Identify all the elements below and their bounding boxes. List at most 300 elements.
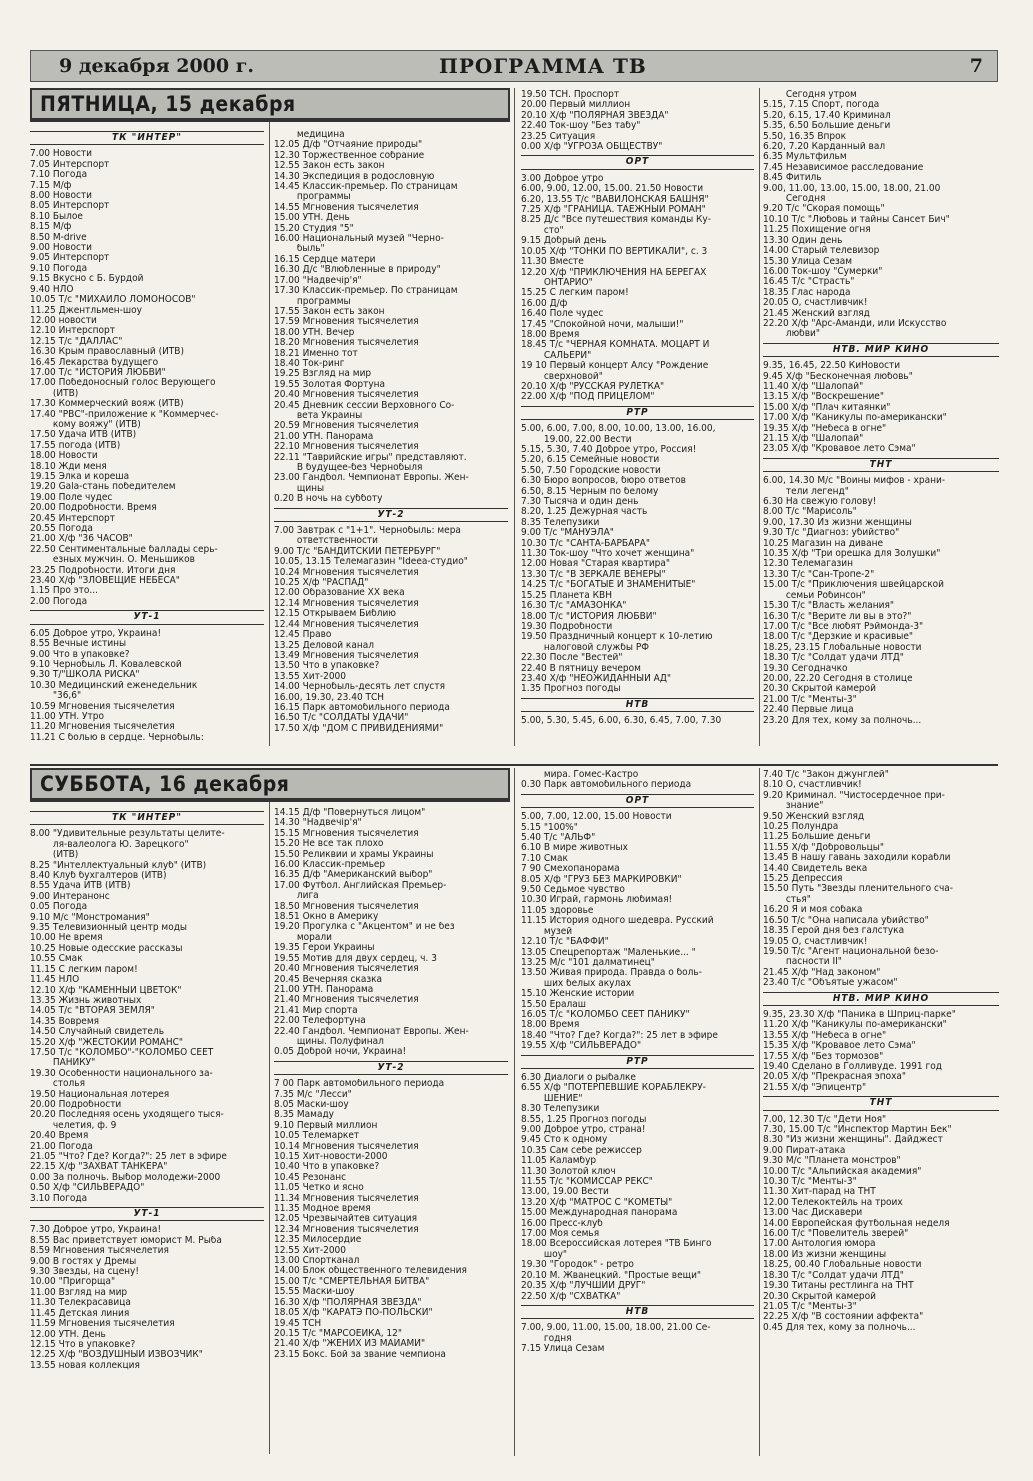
program-listing: 0.45 Для тех, кому за полночь... (763, 1322, 916, 1333)
program-listing: 3.00 Доброе утро (521, 173, 604, 184)
program-listing: 10.05 Х/ф "ТОНКИ ПО ВЕРТИКАЛИ", с. 3 (521, 246, 708, 257)
program-listing: Сегодня утром (763, 90, 857, 100)
program-listing: 5.20, 6.15 Семейные новости (521, 455, 660, 466)
program-listing: 9.10 М/с "Монстромания" (30, 912, 150, 923)
schedule-column-saturday-3 (521, 770, 754, 1460)
program-listing: 8.45 Фитиль (763, 173, 822, 184)
schedule-column-friday-2 (274, 130, 508, 748)
program-listing: 15.50 Путь "Звезды пленительного сча- (763, 884, 954, 895)
program-listing: 15.55 Маски-шоу (274, 1287, 355, 1298)
program-listing: 14.25 Т/с "БОГАТЫЕ И ЗНАМЕНИТЫЕ" (521, 580, 696, 591)
program-listing: 15.00 Т/с "Приключения швейцарской (763, 580, 944, 591)
program-listing: 14.55 Мгновения тысячелетия (274, 202, 419, 213)
program-listing: 8.25 Д/с "Все путешествия команды Ку- (521, 215, 712, 226)
program-listing: 12.00 новости (30, 315, 97, 326)
program-listing: 19.05 О, счастливчик! (763, 936, 868, 947)
program-listing: знание" (763, 801, 824, 812)
program-listing: 20.10 Х/ф "ПОЛЯРНАЯ ЗВЕЗДА" (521, 110, 669, 121)
program-listing: шоу" (521, 1249, 568, 1260)
program-listing: 21.45 Х/ф "Над законом" (763, 967, 881, 978)
issue-date: 9 декабря 2000 г. (59, 55, 254, 77)
program-listing: 12.15 Открываем Библию (274, 609, 396, 620)
channel-heading: УТ-2 (274, 1061, 508, 1075)
program-listing: 10.00 Не время (30, 933, 103, 944)
program-listing: 7.45 Независимое расследование (763, 162, 924, 173)
channel-heading: НТВ (521, 698, 754, 712)
program-listing: 19.00 Поле чудес (30, 492, 113, 503)
program-listing: 21.05 Т/с "Менты-3" (763, 1301, 857, 1312)
program-listing: 16.30 Д/с "Влюбленные в природу" (274, 265, 441, 276)
program-listing: 15.25 С легким паром! (521, 288, 629, 299)
program-listing: 12.00 Образование ХХ века (274, 588, 405, 599)
program-listing: 7.35 М/с "Лесси" (274, 1089, 352, 1100)
program-listing: 12.34 Мгновения тысячелетия (274, 1224, 419, 1235)
program-listing: 21.00 Х/ф "36 ЧАСОВ" (30, 534, 133, 545)
program-listing: 8.55 Удача ИТВ (ИТВ) (30, 881, 131, 892)
program-listing: 21.40 Х/ф "ЖЕНИХ ИЗ МАЙАМИ" (274, 1339, 426, 1350)
program-listing: 5.40 Т/с "АЛЬФ" (521, 833, 596, 844)
program-listing: 20.00 Подробности. Время (30, 503, 157, 514)
program-listing: 12.35 Милосердие (274, 1235, 362, 1246)
program-listing: 21.55 Х/ф "Эпицентр" (763, 1082, 867, 1093)
channel-heading: НТВ (521, 1305, 754, 1319)
program-listing: быль" (274, 244, 325, 255)
page-header (30, 50, 998, 82)
program-listing: 19.35 Герои Украины (274, 943, 375, 954)
program-listing: 0.05 Доброй ночи, Украина! (274, 1047, 407, 1058)
program-listing: 16.45 Т/с "Страсть" (763, 277, 855, 288)
program-listing: 11.45 Детская линия (30, 1308, 130, 1319)
program-listing: 14.05 Т/с "ВТОРАЯ ЗЕМЛЯ" (30, 1006, 155, 1017)
program-listing: 16.40 Поле чудес (521, 309, 604, 320)
program-listing: 18.05 Х/ф "КАРАТЭ ПО-ПОЛЬСКИ" (274, 1308, 433, 1319)
program-listing: 12.30 Торжественное собрание (274, 150, 425, 161)
program-listing: 0.30 Парк автомобильного периода (521, 780, 692, 791)
program-listing: мира. Гомес-Кастро (521, 770, 639, 780)
program-listing: 9.30 М/с "Планета монстров" (763, 1156, 901, 1167)
program-listing: 8.20, 1.25 Дежурная часть (521, 507, 648, 518)
program-listing: 7.10 Смак (521, 853, 568, 864)
column-divider (269, 802, 270, 1454)
program-listing: 9.15 Добрый день (521, 236, 607, 247)
program-listing: 11.55 Х/ф "Добровольцы" (763, 842, 885, 853)
program-listing: 20.05 Х/ф "Прекрасная эпоха" (763, 1072, 907, 1083)
program-listing: 12.00 УТН. День (30, 1329, 106, 1340)
program-listing: 6.20, 13.55 Т/с "ВАВИЛОНСКАЯ БАШНЯ" (521, 194, 709, 205)
program-listing: 14.00 Чернобыль-десять лет спустя (274, 682, 446, 693)
program-listing: 19.50 ТСН. Проспорт (521, 90, 620, 100)
program-listing: 9.30 Звезды, на сцену! (30, 1267, 139, 1278)
program-listing: 22.00 Х/ф "ПОД ПРИЦЕЛОМ" (521, 392, 655, 403)
program-listing: 15.50 Реликвии и храмы Украины (274, 849, 434, 860)
program-listing: лига (274, 891, 319, 902)
program-listing: 19.50 Праздничный концерт к 10-летию (521, 632, 713, 643)
program-listing: стья" (763, 894, 811, 905)
program-listing: 15.20 Не все так плохо (274, 839, 384, 850)
program-listing: 9.00 В гостях у Дремы (30, 1256, 137, 1267)
program-listing: 14.15 Д/ф "Повернуться лицом" (274, 808, 426, 818)
program-listing: 20.30 Скрытой камерой (763, 1291, 876, 1302)
program-listing: 18.00 УТН. Вечер (274, 327, 355, 338)
program-listing: 9.00, 11.00, 13.00, 15.00, 18.00, 21.00 (763, 183, 941, 194)
program-listing: 12.10 Интерспорт (30, 326, 115, 337)
program-listing: 15.20 Студия "5" (274, 223, 354, 234)
program-listing: 9.45 Сто к одному (521, 1135, 608, 1146)
program-listing: 12.55 Хит-2000 (274, 1245, 346, 1256)
program-listing: 21.00 УТН. Панорама (274, 431, 374, 442)
program-listing: 2.00 Погода (30, 596, 88, 607)
program-listing: 19.20 Gala-стань победителем (30, 482, 176, 493)
program-listing: 18.00 Новости (30, 451, 98, 462)
program-listing: 15.50 Ералаш (521, 999, 587, 1010)
program-listing: 22.20 Х/ф "Арс-Аманди, или Искусство (763, 318, 947, 329)
channel-heading: УТ-1 (30, 1207, 264, 1221)
program-listing: 12.05 Д/ф "Отчаяние природы" (274, 140, 423, 151)
program-listing: 10.40 Что в упаковке? (274, 1162, 380, 1173)
program-listing: 18.40 "Что? Где? Когда?": 25 лет в эфире (521, 1030, 718, 1041)
column-divider (759, 88, 760, 746)
program-listing: 16.00 Ток-шоу "Сумерки" (763, 266, 883, 277)
program-listing: 5.15, 5.30, 7.40 Доброе утро, Россия! (521, 445, 697, 455)
program-listing: 10.25 Полундра (763, 822, 839, 833)
channel-heading: УТ-2 (274, 508, 508, 522)
program-listing: 5.20, 6.15, 17.40 Криминал (763, 110, 891, 121)
program-listing: 16.30 Х/ф "ПОЛЯРНАЯ ЗВЕЗДА" (274, 1297, 422, 1308)
program-listing: 20.05 О, счастливчик! (763, 298, 868, 309)
column-divider (514, 88, 515, 746)
program-listing: 20.40 Мгновения тысячелетия (274, 390, 419, 401)
program-listing: 14.30 Экспедиция в родословную (274, 171, 435, 182)
program-listing: 15.00 Т/с "СМЕРТЕЛЬНАЯ БИТВА" (274, 1276, 430, 1287)
program-listing: 8.55 Вечные истины (30, 639, 127, 650)
program-listing: 7 90 Смехопанорама (521, 864, 620, 875)
program-listing: 3.10 Погода (30, 1193, 88, 1204)
channel-heading: РТР (521, 1055, 754, 1069)
program-listing: 9.10 Первый миллион (274, 1120, 378, 1131)
program-listing: 16.30 Крым православный (ИТВ) (30, 347, 184, 358)
program-listing: 13.30 Т/с "В ЗЕРКАЛЕ ВЕНЕРЫ" (521, 569, 666, 580)
channel-heading: УТ-1 (30, 610, 264, 624)
program-listing: 12.15 Т/с "ДАЛЛАС" (30, 336, 123, 347)
program-listing: 13.25 М/с "101 далматинец" (521, 957, 655, 968)
program-listing: 9.50 Женский взгляд (763, 811, 865, 822)
program-listing: 6.35 Мультфильм (763, 152, 847, 163)
section-rule (30, 764, 998, 766)
program-listing: 9.45 Х/ф "Бесконечная любовь" (763, 371, 913, 382)
program-listing: 17.55 погода (ИТВ) (30, 440, 121, 451)
program-listing: программы (274, 296, 351, 307)
program-listing: 6.00, 14.30 М/с "Воины мифов - храни- (763, 476, 946, 487)
program-listing: 19.20 Прогулка с "Акцентом" и не без (274, 922, 455, 933)
program-listing: 16.05 Т/с "КОЛОМБО СЕЕТ ПАНИКУ" (521, 1009, 690, 1020)
program-listing: 18.00 Время (521, 1020, 580, 1031)
program-listing: ля-валеолога Ю. Зарецкого" (30, 839, 189, 850)
program-listing: 9.00 Пират-атака (763, 1145, 846, 1156)
program-listing: 6.30 Диалоги о рыбалке (521, 1072, 636, 1083)
program-listing: 19.40 Сделано в Голливуде. 1991 год (763, 1061, 942, 1072)
program-listing: 8.55, 1.25 Прогноз погоды (521, 1114, 647, 1125)
program-listing: 17.00 Т/с "Все любят Рэймонда-3" (763, 621, 924, 632)
program-listing: 20.40 Мгновения тысячелетия (274, 964, 419, 975)
program-listing: 8.35 Мамаду (274, 1110, 334, 1121)
program-listing: 18.10 Жди меня (30, 461, 107, 472)
program-listing: 8.59 Мгновения тысячелетия (30, 1246, 169, 1257)
program-listing: 20.10 М. Жванецкий. "Простые вещи" (521, 1270, 702, 1281)
program-listing: 12.10 Х/ф "КАМЕННЫЙ ЦВЕТОК" (30, 985, 182, 996)
program-listing: 8.00 Т/с "Марисоль" (763, 507, 857, 518)
program-listing: 0.00 За полночь. Выбор молодежи-2000 (30, 1172, 221, 1183)
program-listing: 18.20 Мгновения тысячелетия (274, 338, 419, 349)
schedule-column-saturday-4 (763, 770, 999, 1460)
program-listing: 13.30 Один день (763, 235, 843, 246)
program-listing: 6.50, 8.15 Черным по белому (521, 486, 659, 497)
program-listing: 8.10 О, счастливчик! (763, 780, 862, 791)
column-divider (759, 768, 760, 1456)
program-listing: 13.25 Деловой канал (274, 640, 375, 651)
program-listing: В будущее-без Чернобыля (274, 463, 423, 473)
program-listing: 17.45 "Спокойной ночи, малыши!" (521, 319, 684, 330)
program-listing: 20.45 Интерспорт (30, 513, 115, 524)
program-listing: 23.20 Для тех, кому за полночь... (763, 715, 922, 726)
program-listing: 23.00 Гандбол. Чемпионат Европы. Жен- (274, 473, 469, 484)
program-listing: 20.55 Погода (30, 524, 93, 535)
program-listing: 22.50 Сентиментальные баллады серь- (30, 544, 218, 555)
program-listing: 20.10 Х/ф "РУССКАЯ РУЛЕТКА" (521, 381, 665, 392)
program-listing: 14.45 Классик-премьер. По страницам (274, 182, 458, 193)
program-listing: 11.59 Мгновения тысячелетия (30, 1319, 175, 1330)
program-listing: 8.00 "Удивительные результаты целите- (30, 829, 225, 840)
program-listing: 10.05 Т/с "МИХАЙЛО ЛОМОНОСОВ" (30, 295, 196, 306)
program-listing: 8.05 Интерспорт (30, 201, 110, 212)
program-listing: 23.15 Бокс. Бой за звание чемпиона (274, 1349, 446, 1360)
program-listing: 6.10 В мире животных (521, 843, 628, 854)
program-listing: 9.35 Телевизионный центр моды (30, 923, 188, 934)
program-listing: 5.00, 6.00, 7.00, 8.00, 10.00, 13.00, 16.00, (521, 424, 716, 435)
program-listing: 18.25, 23.15 Глобальные новости (763, 642, 922, 653)
program-listing: 17.59 Мгновения тысячелетия (274, 317, 419, 328)
program-listing: 7.25 Х/ф "ГРАНИЦА. ТАЕЖНЫЙ РОМАН" (521, 205, 706, 216)
program-listing: 18.35 Глас народа (763, 287, 851, 298)
channel-heading: ТК "ИНТЕР" (30, 131, 264, 145)
program-listing: 0.20 В ночь на субботу (274, 494, 383, 505)
program-listing: 17.00 Т/с "ИСТОРИЯ ЛЮБВИ" (30, 367, 166, 378)
program-listing: пасности II" (763, 957, 842, 968)
program-listing: 11.20 Х/ф "Каникулы по-американски" (763, 1020, 947, 1031)
program-listing: 5.00, 5.30, 5.45, 6.00, 6.30, 6.45, 7.00, 7.30 (521, 716, 722, 727)
program-listing: 15.00 УТН. День (274, 213, 350, 224)
program-listing: 20.15 Т/с "МАРСОЕЙКА, 12" (274, 1328, 403, 1339)
program-listing: 8.25 "Интеллектуальный клуб" (ИТВ) (30, 860, 207, 871)
program-listing: 20.30 Скрытой камерой (763, 684, 876, 695)
program-listing: 9.05 Интерспорт (30, 253, 110, 264)
program-listing: 12.10 Т/с "БАФФИ" (521, 937, 609, 948)
program-listing: 11.25 Большие деньги (763, 832, 871, 843)
program-listing: 17.30 Классик-премьер. По страницам (274, 286, 458, 297)
program-listing: 10.14 Мгновения тысячелетия (274, 1141, 419, 1152)
program-listing: 19.00, 22.00 Вести (521, 434, 632, 445)
program-listing: 11.25 Джентльмен-шоу (30, 305, 142, 316)
program-listing: налоговой службы РФ (521, 642, 650, 653)
program-listing: морали (274, 932, 332, 943)
program-listing: 14.35 Вовремя (30, 1016, 100, 1027)
program-listing: кому вояжу" (ИТВ) (30, 419, 141, 430)
program-listing: 10.05 Телемаркет (274, 1131, 360, 1142)
program-listing: 13.49 Мгновения тысячелетия (274, 650, 419, 661)
program-listing: 1.35 Прогноз погоды (521, 684, 621, 695)
schedule-column-saturday-1 (30, 808, 264, 1458)
program-listing: 20.59 Мгновения тысячелетия (274, 421, 419, 432)
program-listing: 17.50 Удача ИТВ (ИТВ) (30, 430, 137, 441)
channel-heading: НТВ. МИР КИНО (763, 992, 999, 1006)
program-listing: 11.05 Четко и ясно (274, 1183, 364, 1194)
program-listing: 10.10 Т/с "Любовь и тайны Сансет Бич" (763, 214, 950, 225)
program-listing: 8.35 Телепузики (521, 517, 600, 528)
program-listing: 11.30 Золотой ключ (521, 1166, 616, 1177)
program-listing: 17.50 Т/с "КОЛОМБО"-"КОЛОМБО СЕЕТ (30, 1047, 214, 1058)
program-listing: 9.00 Доброе утро, страна! (521, 1125, 646, 1135)
program-listing: 16.30 Т/с "Верите ли вы в это?" (763, 611, 912, 622)
program-listing: 23.40 Х/ф "НЕОЖИДАННЫЙ АД" (521, 673, 671, 684)
program-listing: 8.05 Маски-шоу (274, 1099, 349, 1110)
program-listing: 15.15 Мгновения тысячелетия (274, 828, 419, 839)
channel-heading: ТНТ (763, 1096, 999, 1110)
program-listing: 1.15 Про это... (30, 586, 98, 597)
program-listing: 9.00 Что в упаковке? (30, 649, 130, 660)
program-listing: 10.35 Х/ф "Три орешка для Золушки" (763, 549, 941, 560)
program-listing: 20.35 Х/ф "ЛУЧШИЙ ДРУГ" (521, 1281, 646, 1292)
program-listing: 15.10 Женские истории (521, 989, 635, 1000)
program-listing: 5.00, 7.00, 12.00, 15.00 Новости (521, 812, 672, 823)
program-listing: столья (30, 1079, 86, 1090)
program-listing: 22.30 После "Вестей" (521, 653, 623, 664)
program-listing: (ИТВ) (30, 850, 79, 861)
program-listing: 7.00, 12.30 Т/с "Дети Ноя" (763, 1114, 887, 1125)
program-listing: 16.00 Д/ф (521, 298, 568, 309)
program-listing: 13.05 Спецрепортаж "Маленькие... " (521, 947, 696, 958)
program-listing: 12.45 Право (274, 630, 332, 641)
program-listing: 10.30 Т/с "САНТА-БАРБАРА" (521, 538, 650, 549)
program-listing: 9.40 НЛО (30, 284, 74, 295)
program-listing: 7.30 Тысяча и один день (521, 497, 639, 508)
program-listing: медицина (274, 130, 345, 140)
program-listing: 11.40 Х/ф "Шалопай" (763, 381, 864, 392)
program-listing: 9.00 Т/с "БАНДИТСКИЙ ПЕТЕРБУРГ" (274, 546, 441, 557)
program-listing: 16.00 Пресс-клуб (521, 1218, 603, 1229)
program-listing: 16.00 Классик-премьер (274, 860, 386, 871)
program-listing: 15.35 Х/ф "Кровавое лето Сэма" (763, 1041, 916, 1052)
program-listing: 17.00 Антология юмора (763, 1239, 876, 1250)
program-listing: 11.30 Хит-парад на ТНТ (763, 1187, 876, 1198)
program-listing: 7 00 Парк автомобильного периода (274, 1079, 445, 1090)
program-listing: 6.20, 7.20 Карданный вал (763, 142, 886, 153)
program-listing: 19.50 Т/с "Агент национальной безо- (763, 946, 939, 957)
program-listing: 10.00 Т/с "Альпийская академия" (763, 1166, 922, 1177)
program-listing: "36,6" (30, 691, 82, 702)
program-listing: 20.00 Подробности (30, 1099, 122, 1110)
program-listing: 9.50 Седьмое чувство (521, 885, 625, 896)
program-listing: 18.25, 00.40 Глобальные новости (763, 1260, 922, 1271)
program-listing: 20.45 Дневник сессии Верховного Со- (274, 400, 455, 411)
program-listing: (ИТВ) (30, 388, 79, 399)
program-listing: 12.00 Телекоктейль на троих (763, 1197, 903, 1208)
program-listing: 15.25 Депрессия (763, 874, 843, 885)
program-listing: 11.34 Мгновения тысячелетия (274, 1193, 419, 1204)
program-listing: 18.45 Т/с "ЧЕРНАЯ КОМНАТА. МОЦАРТ И (521, 340, 710, 351)
program-listing: 13.00, 19.00 Вести (521, 1187, 609, 1198)
program-listing: программы (274, 192, 351, 203)
program-listing: 18.51 Окно в Америку (274, 912, 379, 923)
program-listing: 5.15, 7.15 Спорт, погода (763, 100, 880, 111)
program-listing: 13.00 Час Дискавери (763, 1208, 863, 1219)
program-listing: 0.05 Погода (30, 902, 88, 913)
column-divider (269, 122, 270, 746)
program-listing: 17.40 "РВС"-приложение к "Коммерчес- (30, 409, 219, 420)
program-listing: 19.30 "Городок" - ретро (521, 1260, 634, 1271)
program-listing: 11.30 Ток-шоу "Что хочет женщина" (521, 549, 695, 560)
program-listing: 17.00 Футбол. Английская Премьер- (274, 880, 447, 891)
program-listing: 13.50 Что в упаковке? (274, 661, 380, 672)
program-listing: 21.41 Мир спорта (274, 1005, 358, 1016)
program-listing: 16.50 Т/с "СОЛДАТЫ УДАЧИ" (274, 713, 409, 724)
program-listing: щины. Полуфинал (274, 1036, 384, 1047)
program-listing: 9.00 Интерaнонс (30, 891, 110, 902)
program-listing: 23.05 Х/ф "Кровавое лето Сэма" (763, 444, 916, 455)
program-listing: 16.15 Сердце матери (274, 254, 376, 265)
program-listing: 12.20 Х/ф "ПРИКЛЮЧЕНИЯ НА БЕРЕГАХ (521, 267, 707, 278)
program-listing: 12.15 Что в упаковке? (30, 1339, 136, 1350)
program-listing: 19.30 Подробности (521, 621, 613, 632)
channel-heading: ОРТ (521, 794, 754, 808)
program-listing: 13.55 новая коллекция (30, 1360, 140, 1371)
program-listing: 13.45 В нашу гавань заходили корабли (763, 853, 951, 864)
program-listing: 7.00 Новости (30, 149, 92, 160)
program-listing: 9.20 Криминал. "Чистосердечное при- (763, 790, 945, 801)
program-listing: 5.15 "100%" (521, 822, 578, 833)
program-listing: 8.30 "Из жизни женщины". Дайджест (763, 1135, 943, 1146)
program-listing: 10.30 Медицинский еженедельник (30, 680, 198, 691)
program-listing: 10.25 Магазин на диване (763, 538, 884, 549)
program-listing: 13.55 Хит-2000 (274, 671, 346, 682)
program-listing: 11.15 С легким паром! (30, 964, 138, 975)
program-listing: 9.35, 16.45, 22.50 КиНовости (763, 361, 901, 372)
program-listing: 19.30 Титаны рестлинга на ТНТ (763, 1281, 914, 1292)
program-listing: годня (521, 1333, 572, 1344)
program-listing: 12.00 Новая "Старая квартира" (521, 559, 671, 570)
program-listing: 17.00 "Надвечiр'я" (274, 275, 362, 286)
program-listing: 8.00 Новости (30, 191, 92, 202)
program-listing: 11.35 Модное время (274, 1204, 371, 1215)
program-listing: 16.20 Я и моя собака (763, 905, 863, 916)
program-listing: 19.50 Национальная лотерея (30, 1089, 170, 1100)
program-listing: 10.30 Играй, гармонь любимая! (521, 895, 673, 906)
schedule-column-friday-1 (30, 128, 264, 748)
program-listing: 15.20 Х/ф "ЖЕСТОКИЙ РОМАНС" (30, 1037, 184, 1048)
program-listing: 20.00 Первый миллион (521, 100, 631, 111)
program-listing: 20.45 Вечерняя сказка (274, 974, 383, 985)
channel-heading: НТВ. МИР КИНО (763, 343, 999, 357)
program-listing: 22.11 "Таврийские игры" представляют. (274, 452, 467, 463)
program-listing: 13.20 Х/ф "МАТРОС С "КОМЕТЫ" (521, 1197, 673, 1208)
program-listing: 14.50 Случайный свидетель (30, 1027, 165, 1038)
program-listing: сто" (521, 225, 564, 236)
program-listing: вета Украины (274, 410, 363, 421)
program-listing: 22.00 Телефортуна (274, 1016, 366, 1027)
program-listing: 14.40 Свидетель века (763, 863, 868, 874)
program-listing: ОНТАРИО" (521, 277, 593, 288)
program-listing: 19.30 Сегодначко (763, 663, 848, 674)
program-listing: 16.35 Д/ф "Американский выбор" (274, 870, 433, 881)
program-listing: 11.30 Вместе (521, 257, 584, 268)
